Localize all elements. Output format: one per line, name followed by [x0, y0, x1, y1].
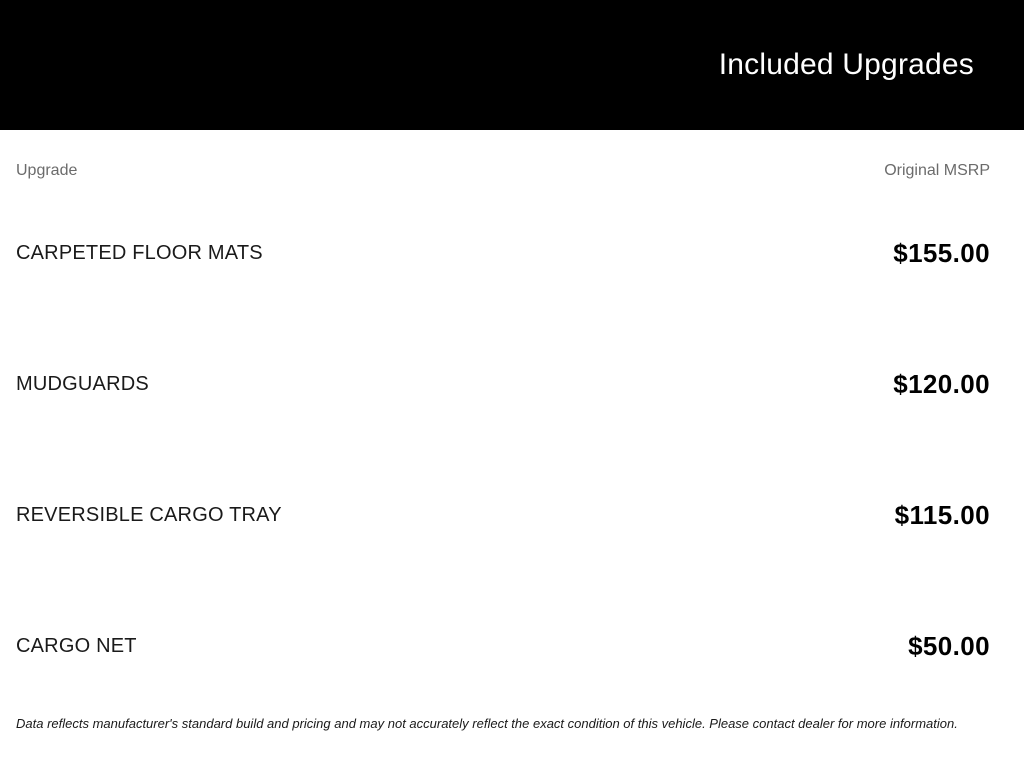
table-row — [0, 450, 1024, 581]
upgrade-name: REVERSIBLE CARGO TRAY — [16, 504, 282, 526]
table-row — [0, 581, 1024, 712]
table-row — [0, 319, 1024, 450]
upgrade-name: CARPETED FLOOR MATS — [16, 242, 263, 264]
upgrades-list — [0, 188, 1024, 712]
upgrade-price: $50.00 — [908, 631, 990, 661]
upgrade-name: CARGO NET — [16, 635, 137, 657]
upgrade-price: $115.00 — [894, 500, 990, 530]
page-title: Included Upgrades — [718, 48, 974, 81]
upgrade-name: MUDGUARDS — [16, 373, 149, 395]
page-header — [0, 0, 1024, 130]
table-column-headers — [0, 130, 1024, 180]
table-row — [0, 188, 1024, 319]
disclaimer-text: Data reflects manufacturer's standard build and pricing and may not accurately reflect the exact condition of this vehicle. Please contact dealer for more information. — [16, 716, 958, 731]
upgrade-price: $155.00 — [893, 238, 990, 268]
column-header-original-msrp: Original MSRP — [884, 162, 990, 179]
upgrade-price: $120.00 — [893, 369, 990, 399]
column-header-upgrade: Upgrade — [16, 162, 78, 179]
included-upgrades-table — [0, 130, 1024, 731]
